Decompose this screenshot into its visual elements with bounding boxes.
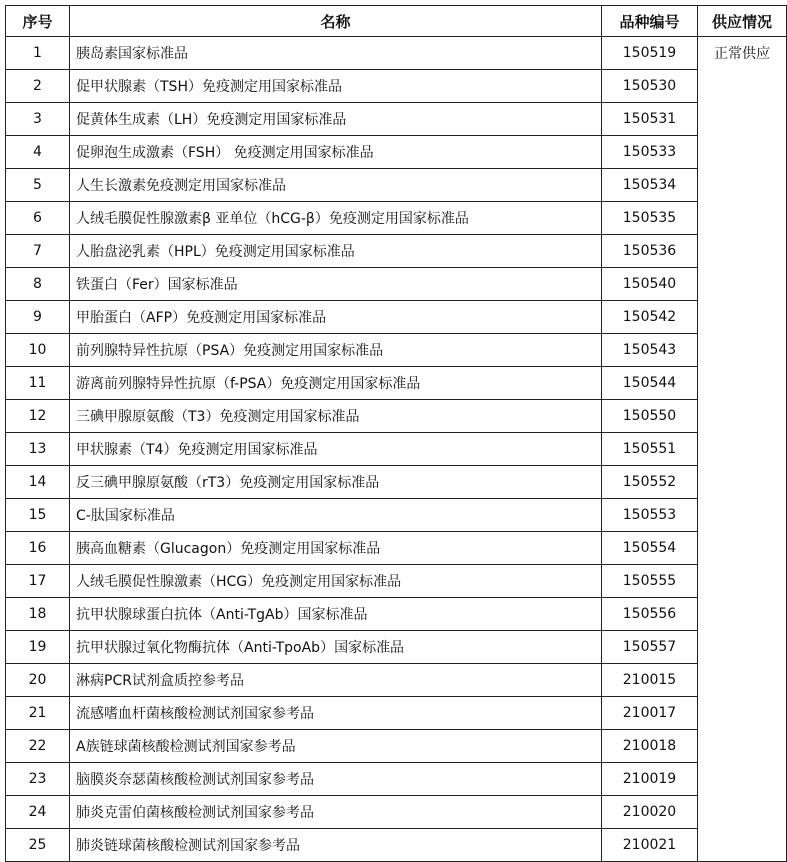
row-index: 17 bbox=[6, 565, 70, 598]
table-row bbox=[6, 499, 787, 532]
row-name: 人胎盘泌乳素（HPL）免疫测定用国家标准品 bbox=[70, 235, 602, 268]
row-name: 游离前列腺特异性抗原（f-PSA）免疫测定用国家标准品 bbox=[70, 367, 602, 400]
row-name: 甲胎蛋白（AFP）免疫测定用国家标准品 bbox=[70, 301, 602, 334]
table-row bbox=[6, 763, 787, 796]
row-code: 210021 bbox=[602, 829, 698, 862]
row-code: 210018 bbox=[602, 730, 698, 763]
row-name: 三碘甲腺原氨酸（T3）免疫测定用国家标准品 bbox=[70, 400, 602, 433]
header-name: 名称 bbox=[70, 6, 602, 37]
row-name: 胰高血糖素（Glucagon）免疫测定用国家标准品 bbox=[70, 532, 602, 565]
table-row bbox=[6, 466, 787, 499]
table-row bbox=[6, 103, 787, 136]
row-code: 210017 bbox=[602, 697, 698, 730]
table-row bbox=[6, 730, 787, 763]
row-name: 甲状腺素（T4）免疫测定用国家标准品 bbox=[70, 433, 602, 466]
row-index: 13 bbox=[6, 433, 70, 466]
row-name: 抗甲状腺过氧化物酶抗体（Anti-TpoAb）国家标准品 bbox=[70, 631, 602, 664]
row-code: 210019 bbox=[602, 763, 698, 796]
row-index: 14 bbox=[6, 466, 70, 499]
row-name: 人绒毛膜促性腺激素β 亚单位（hCG-β）免疫测定用国家标准品 bbox=[70, 202, 602, 235]
row-index: 2 bbox=[6, 70, 70, 103]
table-row bbox=[6, 70, 787, 103]
row-index: 15 bbox=[6, 499, 70, 532]
standards-table bbox=[5, 5, 787, 862]
row-index: 16 bbox=[6, 532, 70, 565]
row-code: 150543 bbox=[602, 334, 698, 367]
row-index: 18 bbox=[6, 598, 70, 631]
header-index: 序号 bbox=[6, 6, 70, 37]
header-supply: 供应情况 bbox=[698, 6, 787, 37]
table-row bbox=[6, 169, 787, 202]
table-row bbox=[6, 631, 787, 664]
table-row bbox=[6, 400, 787, 433]
row-name: 胰岛素国家标准品 bbox=[70, 37, 602, 70]
table-row bbox=[6, 367, 787, 400]
row-code: 150540 bbox=[602, 268, 698, 301]
table-row bbox=[6, 829, 787, 862]
row-index: 11 bbox=[6, 367, 70, 400]
row-code: 150519 bbox=[602, 37, 698, 70]
table-row bbox=[6, 598, 787, 631]
row-index: 19 bbox=[6, 631, 70, 664]
header-code: 品种编号 bbox=[602, 6, 698, 37]
row-name: 反三碘甲腺原氨酸（rT3）免疫测定用国家标准品 bbox=[70, 466, 602, 499]
row-index: 10 bbox=[6, 334, 70, 367]
table-row bbox=[6, 37, 787, 70]
table-row bbox=[6, 235, 787, 268]
row-name: 抗甲状腺球蛋白抗体（Anti-TgAb）国家标准品 bbox=[70, 598, 602, 631]
row-code: 150553 bbox=[602, 499, 698, 532]
row-index: 12 bbox=[6, 400, 70, 433]
table-row bbox=[6, 334, 787, 367]
row-code: 150530 bbox=[602, 70, 698, 103]
row-name: 淋病PCR试剂盒质控参考品 bbox=[70, 664, 602, 697]
row-name: 肺炎克雷伯菌核酸检测试剂国家参考品 bbox=[70, 796, 602, 829]
table-row bbox=[6, 433, 787, 466]
row-name: 铁蛋白（Fer）国家标准品 bbox=[70, 268, 602, 301]
table-row bbox=[6, 664, 787, 697]
row-code: 150534 bbox=[602, 169, 698, 202]
table-row bbox=[6, 565, 787, 598]
table-row bbox=[6, 268, 787, 301]
row-name: 前列腺特异性抗原（PSA）免疫测定用国家标准品 bbox=[70, 334, 602, 367]
row-index: 23 bbox=[6, 763, 70, 796]
row-index: 21 bbox=[6, 697, 70, 730]
row-name: 促黄体生成素（LH）免疫测定用国家标准品 bbox=[70, 103, 602, 136]
row-name: 人生长激素免疫测定用国家标准品 bbox=[70, 169, 602, 202]
row-code: 150550 bbox=[602, 400, 698, 433]
row-index: 4 bbox=[6, 136, 70, 169]
row-index: 25 bbox=[6, 829, 70, 862]
row-code: 150544 bbox=[602, 367, 698, 400]
row-code: 150531 bbox=[602, 103, 698, 136]
row-code: 150536 bbox=[602, 235, 698, 268]
row-name: 脑膜炎奈瑟菌核酸检测试剂国家参考品 bbox=[70, 763, 602, 796]
row-index: 9 bbox=[6, 301, 70, 334]
row-index: 3 bbox=[6, 103, 70, 136]
row-code: 150555 bbox=[602, 565, 698, 598]
row-code: 210020 bbox=[602, 796, 698, 829]
row-name: 人绒毛膜促性腺激素（HCG）免疫测定用国家标准品 bbox=[70, 565, 602, 598]
header-row bbox=[6, 6, 787, 37]
row-index: 1 bbox=[6, 37, 70, 70]
row-index: 5 bbox=[6, 169, 70, 202]
row-index: 7 bbox=[6, 235, 70, 268]
row-code: 210015 bbox=[602, 664, 698, 697]
row-code: 150535 bbox=[602, 202, 698, 235]
row-code: 150556 bbox=[602, 598, 698, 631]
table-row bbox=[6, 697, 787, 730]
table-row bbox=[6, 532, 787, 565]
supply-status: 正常供应 bbox=[698, 37, 787, 862]
row-name: 肺炎链球菌核酸检测试剂国家参考品 bbox=[70, 829, 602, 862]
row-index: 22 bbox=[6, 730, 70, 763]
table-body bbox=[6, 37, 787, 862]
row-code: 150557 bbox=[602, 631, 698, 664]
table-row bbox=[6, 202, 787, 235]
row-code: 150542 bbox=[602, 301, 698, 334]
row-index: 20 bbox=[6, 664, 70, 697]
row-index: 24 bbox=[6, 796, 70, 829]
row-index: 8 bbox=[6, 268, 70, 301]
row-code: 150551 bbox=[602, 433, 698, 466]
row-name: 促卵泡生成激素（FSH） 免疫测定用国家标准品 bbox=[70, 136, 602, 169]
row-name: 促甲状腺素（TSH）免疫测定用国家标准品 bbox=[70, 70, 602, 103]
row-code: 150533 bbox=[602, 136, 698, 169]
row-code: 150552 bbox=[602, 466, 698, 499]
table-row bbox=[6, 301, 787, 334]
row-name: C-肽国家标准品 bbox=[70, 499, 602, 532]
row-name: A族链球菌核酸检测试剂国家参考品 bbox=[70, 730, 602, 763]
row-index: 6 bbox=[6, 202, 70, 235]
table-row bbox=[6, 796, 787, 829]
table-row bbox=[6, 136, 787, 169]
row-code: 150554 bbox=[602, 532, 698, 565]
row-name: 流感嗜血杆菌核酸检测试剂国家参考品 bbox=[70, 697, 602, 730]
